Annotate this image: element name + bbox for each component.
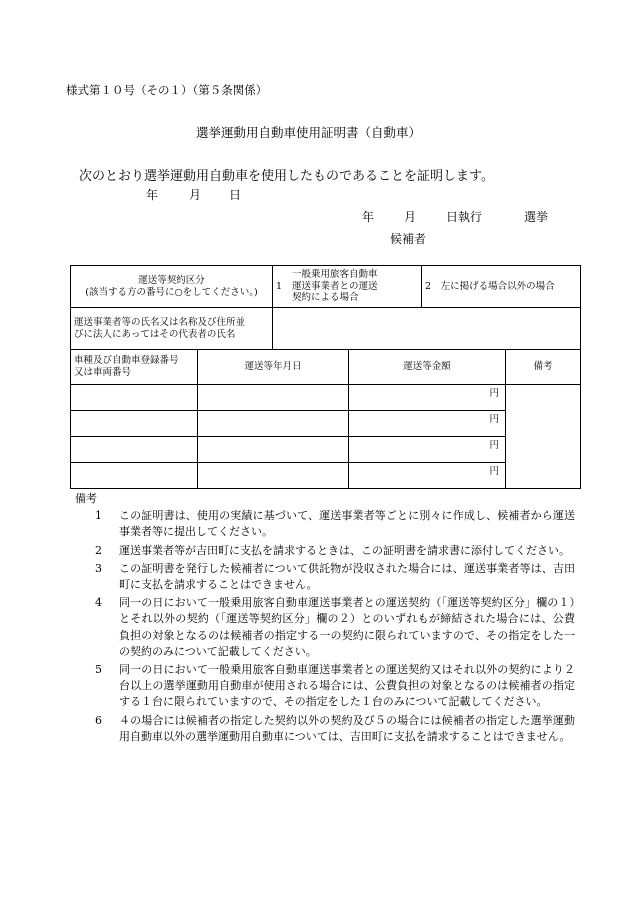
note-number: 1 bbox=[95, 509, 102, 523]
election-date-line bbox=[362, 208, 548, 225]
note-item bbox=[75, 662, 575, 711]
transport-amount-header: 運送等金額 bbox=[349, 350, 506, 385]
note-item bbox=[75, 595, 575, 660]
election-month-label: 月 bbox=[404, 210, 417, 224]
remarks-header: 備考 bbox=[506, 350, 581, 385]
note-number: 3 bbox=[95, 561, 102, 575]
note-number: 5 bbox=[95, 663, 102, 677]
note-item bbox=[75, 543, 575, 559]
contract-type-label: 運送等契約区分 (該当する方の番号に○をしてください。) bbox=[71, 266, 273, 308]
transport-amount-cell[interactable]: 円 bbox=[349, 437, 506, 463]
vehicle-number-cell[interactable] bbox=[71, 411, 198, 437]
transport-amount-cell[interactable]: 円 bbox=[349, 411, 506, 437]
vehicle-number-cell[interactable] bbox=[71, 463, 198, 489]
contract-option-2[interactable]: 2 左に掲げる場合以外の場合 bbox=[422, 266, 581, 308]
transport-amount-cell[interactable]: 円 bbox=[349, 385, 506, 411]
note-item bbox=[75, 713, 575, 745]
remarks-cell[interactable] bbox=[506, 385, 581, 489]
transport-amount-cell[interactable]: 円 bbox=[349, 463, 506, 489]
note-text: 同一の日において一般乗用旅客自動車運送事業者との運送契約（「運送等契約区分」欄の１）とそれ以外の契約（「運送等契約区分」欄の２）とのいずれもが締結された場合には、公費負担の対象となるのは候補者の指定する一の契約に限られていますので、その指定をした一の契約のみについて記載してください。 bbox=[119, 596, 575, 658]
vehicle-number-header: 車種及び自動車登録番号 又は車両番号 bbox=[71, 350, 198, 385]
vehicle-usage-table bbox=[70, 265, 581, 489]
vehicle-number-cell[interactable] bbox=[71, 385, 198, 411]
form-number: 様式第１０号（その１）（第５条関係） bbox=[66, 83, 268, 97]
notes-section bbox=[75, 491, 575, 747]
note-text: この証明書を発行した候補者について供託物が没収された場合には、運送事業者等は、吉田町に支払を請求することはできません。 bbox=[119, 561, 575, 592]
transport-date-cell[interactable] bbox=[198, 463, 349, 489]
issue-month-label: 月 bbox=[189, 188, 202, 202]
election-label: 選挙 bbox=[524, 210, 549, 224]
election-year-label: 年 bbox=[362, 210, 375, 224]
table-row bbox=[71, 437, 581, 463]
issue-day-label: 日 bbox=[229, 188, 242, 202]
note-text: 運送事業者等が吉田町に支払を請求するときは、この証明書を請求書に添付してください。 bbox=[119, 543, 570, 557]
contract-option-1[interactable] bbox=[273, 266, 422, 308]
notes-heading: 備考 bbox=[75, 492, 97, 505]
transport-date-cell[interactable] bbox=[198, 437, 349, 463]
certification-statement: 次のとおり選挙運動用自動車を使用したものであることを証明します。 bbox=[79, 169, 494, 184]
note-text: 同一の日において一般乗用旅客自動車運送事業者との運送契約又はそれ以外の契約により２台以上の選挙運動用自動車が使用される場合には、公費負担の対象となるのは候補者の指定する１台に限られていますので、その指定をした１台のみについて記載してください。 bbox=[119, 663, 575, 709]
vehicle-number-cell[interactable] bbox=[71, 437, 198, 463]
issue-date-line bbox=[146, 186, 241, 203]
document-title: 選挙運動用自動車使用証明書（自動車） bbox=[196, 125, 422, 140]
option-1-text: 一般乗用旅客自動車 運送事業者との運送 契約による場合 bbox=[292, 268, 378, 304]
note-number: 4 bbox=[95, 596, 102, 610]
note-item bbox=[75, 561, 575, 593]
note-number: 2 bbox=[95, 543, 102, 557]
candidate-label: 候補者 bbox=[390, 232, 427, 246]
note-number: 6 bbox=[95, 713, 102, 727]
transport-date-cell[interactable] bbox=[198, 411, 349, 437]
election-execution-label: 日執行 bbox=[446, 210, 483, 224]
issue-year-label: 年 bbox=[146, 188, 159, 202]
option-1-number: 1 bbox=[276, 280, 283, 292]
operator-name-field[interactable] bbox=[273, 308, 581, 350]
table-row bbox=[71, 411, 581, 437]
operator-name-label: 運送事業者等の氏名又は名称及び住所並 びに法人にあってはその代表者の氏名 bbox=[71, 308, 273, 350]
table-row bbox=[71, 463, 581, 489]
note-text: ４の場合には候補者の指定した契約以外の契約及び５の場合には候補者の指定した選挙運動用自動車以外の選挙運動用自動車については、吉田町に支払を請求することはできません。 bbox=[119, 713, 575, 743]
table-row bbox=[71, 385, 581, 411]
note-text: この証明書は、使用の実績に基づいて、運送事業者等ごとに別々に作成し、候補者から運送事業者等に提出してください。 bbox=[119, 509, 575, 539]
note-item bbox=[75, 508, 575, 540]
transport-date-header: 運送等年月日 bbox=[198, 350, 349, 385]
transport-date-cell[interactable] bbox=[198, 385, 349, 411]
